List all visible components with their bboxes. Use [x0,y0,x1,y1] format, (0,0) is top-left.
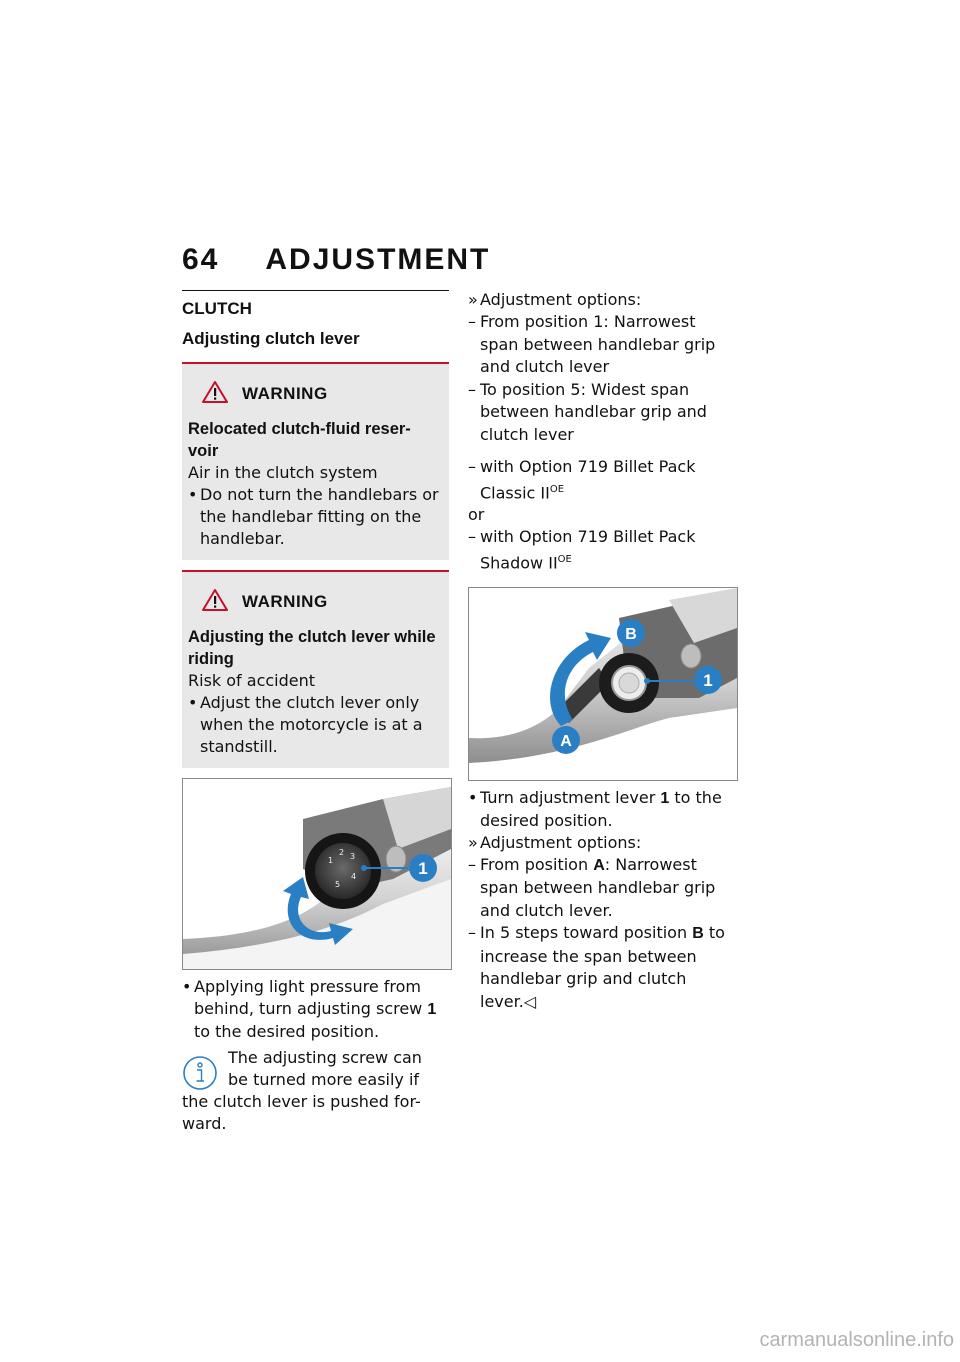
note-line: the clutch lever is pushed for- [182,1092,421,1111]
warning-bullet-text: Do not turn the handlebars or the handlebar fitting on the handlebar. [200,485,439,548]
chapter-title: ADJUSTMENT [265,243,491,276]
option-item: – From position 1: Narrowest span between handlebar grip and clutch lever [468,312,716,376]
section-subtitle: Adjusting clutch lever [182,329,360,348]
option-variant: – with Option 719 Billet Pack Classic $II^{OE}$ [468,457,696,502]
warning-box-reservoir [182,362,449,560]
warning-label: WARNING [242,592,328,611]
dial-mark: 3 [350,852,356,861]
position-b-label: B [625,625,637,643]
warning-label: WARNING [242,384,328,403]
dial-mark: 4 [351,872,357,881]
warning-head [202,380,441,408]
watermark: carmanualsonline.info [759,1329,954,1351]
dial-mark: 2 [339,848,345,857]
options-heading: » Adjustment options: [468,832,642,852]
step-text-end: to the desired position. [194,1022,380,1041]
option-item: – In 5 steps toward position B to increase the span between handlebar grip and clutch lever.◁ [468,923,725,1011]
option-item: – From position A: Narrowest span between handlebar grip and clutch lever. [468,854,716,920]
option-item: – To position 5: Widest span between handlebar grip and clutch lever [468,379,707,444]
warning-cause: Risk of accident [188,671,316,690]
dial-mark: 5 [335,880,341,889]
callout-number: 1 [703,670,713,690]
dial-mark: 1 [328,856,334,865]
step-ref: 1 [660,789,670,807]
warning-box-riding [182,570,449,768]
clutch-screw-figure [182,778,452,970]
info-icon [182,1055,218,1097]
page-number: 64 [182,243,220,276]
step-turn-screw: • Applying light pressure from behind, turn adjusting screw 1 to the desired position. [182,977,437,1041]
left-column [182,290,449,1135]
callout-number: 1 [418,859,428,878]
option-variant: – with Option 719 Billet Pack Shadow $II^{OE}$ [468,527,696,573]
or-text: or [468,505,485,525]
step-text: Applying light pressure from behind, turn adjusting screw [194,977,423,1018]
warning-head [202,588,441,616]
step-turn-lever: • Turn adjustment lever 1 to the desired position. [468,787,722,830]
page-header [182,243,490,277]
position-a-label: A [560,732,572,750]
warning-bullet: • Adjust the clutch lever only when the motorcycle is at a standstill. [188,692,441,758]
warning-title: Relocated clutch-fluid reser-voir [188,420,411,460]
note-line: be turned more easily if [228,1070,420,1089]
adjustment-lever-figure [468,587,738,781]
warning-bullet-text: Adjust the clutch lever only when the motorcycle is at a standstill. [200,693,423,756]
warning-triangle-icon [202,380,228,408]
note-line: The adjusting screw can [228,1048,422,1067]
section-rule [182,290,449,291]
warning-title: Adjusting the clutch lever while riding [188,628,436,668]
warning-triangle-icon [202,588,228,616]
note-line: ward. [182,1114,227,1133]
warning-bullet: • Do not turn the handlebars or the handlebar fitting on the handlebar. [188,484,441,550]
right-column [468,289,738,1013]
section-title: CLUTCH [182,299,252,318]
warning-cause: Air in the clutch system [188,463,378,482]
info-note [182,1047,449,1135]
end-of-section-mark: ◁ [523,991,537,1011]
step-ref: 1 [427,1001,437,1018]
options-heading: » Adjustment options: [468,290,642,309]
